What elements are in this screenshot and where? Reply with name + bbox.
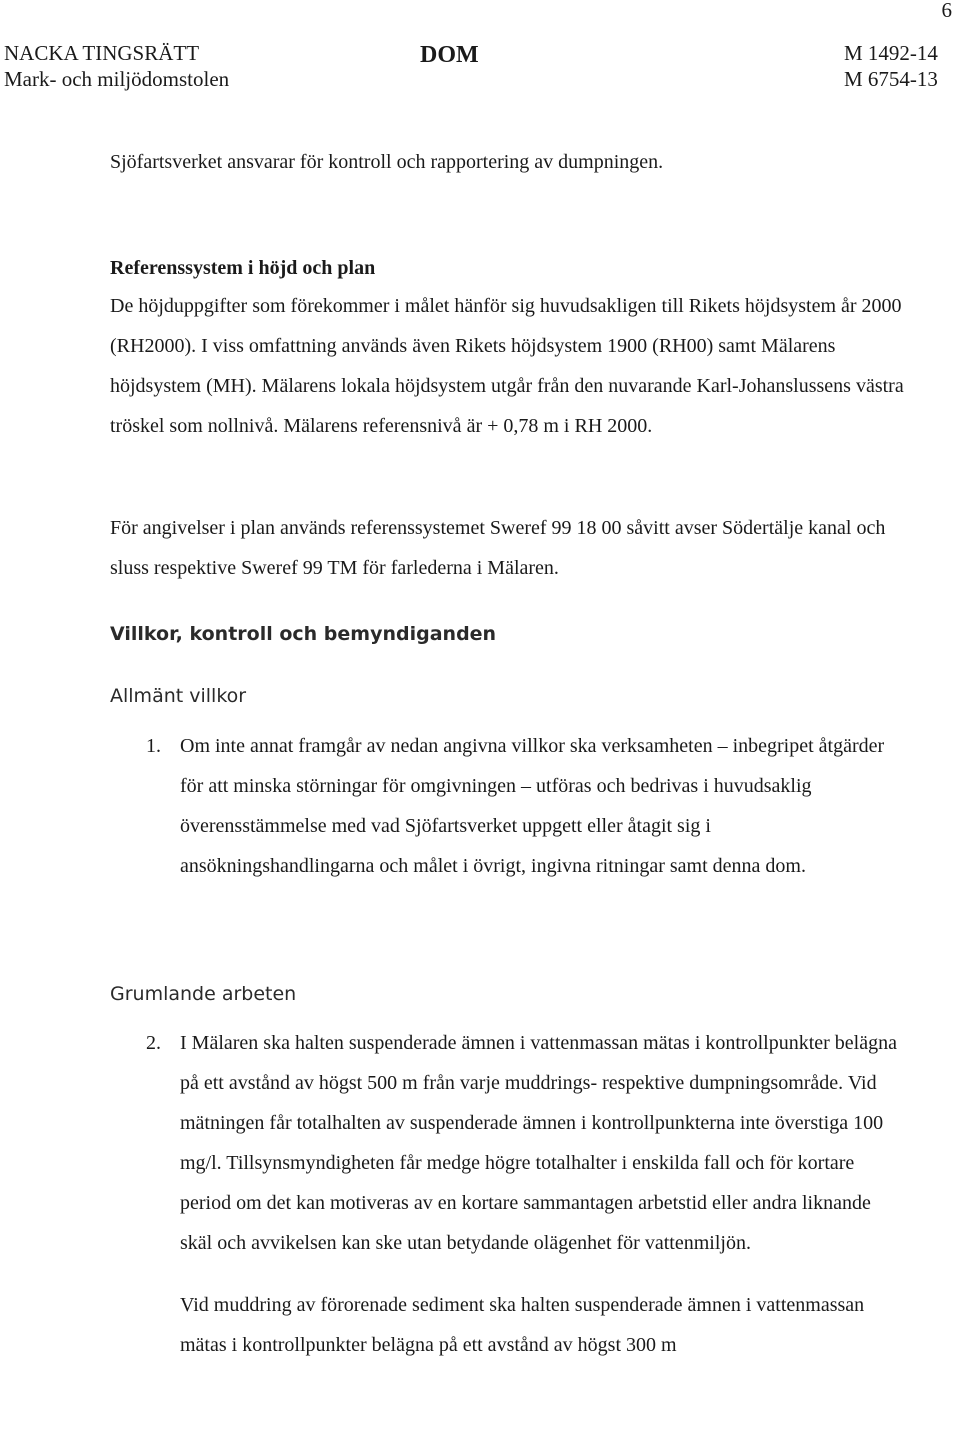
condition-item-2-text: I Mälaren ska halten suspenderade ämnen i vattenmassan mätas i kontrollpunkter belägna på ett avstånd av högst 500 m från varje muddrings- respektive dumpningsområde. Vid mätningen får totalhalten av suspenderade ämnen i kontrollpunkterna inte överstiga 100 mg/l. Tillsynsmyndigheten får medge högre totalhalter i enskilda fall och för kortare period om det kan motiveras av en kortare sammantagen arbetstid eller andra liknande skäl och avvikelsen kan ske utan betydande olägenhet för vattenmiljön. xyxy=(180,1032,897,1254)
condition-item-2 xyxy=(110,1023,910,1365)
condition-item-1-text: Om inte annat framgår av nedan angivna villkor ska verksamheten – inbegripet åtgärder för att minska störningar för omgivningen – utföras och bedrivas i huvudsaklig överensstämmelse med vad Sjöfartsverket uppgett eller åtagit sig i ansökningshandlingarna och målet i övrigt, ingivna ritningar samt denna dom. xyxy=(180,735,885,877)
condition-item-1-number: 1. xyxy=(146,735,161,757)
reference-paragraph-1: De höjduppgifter som förekommer i målet hänför sig huvudsakligen till Rikets höjdsystem år 2000 (RH2000). I viss omfattning används även Rikets höjdsystem 1900 (RH00) samt Mälarens höjdsystem (MH). Mälarens lokala höjdsystem utgår från den nuvarande Karl-Johanslussens västra tröskel som nollnivå. Mälarens referensnivå är + 0,78 m i RH 2000. xyxy=(110,295,904,437)
conditions-heading: Villkor, kontroll och bemyndiganden xyxy=(110,623,497,645)
condition-item-2-number: 2. xyxy=(146,1032,161,1054)
case-numbers xyxy=(844,40,938,92)
header-court-block xyxy=(4,40,229,92)
condition-item-2-body xyxy=(180,1023,900,1365)
intro-paragraph: Sjöfartsverket ansvarar för kontroll och rapportering av dumpningen. xyxy=(110,151,664,173)
court-division: Mark- och miljödomstolen xyxy=(4,67,230,91)
case-number-2: M 6754-13 xyxy=(844,67,938,91)
dredging-heading: Grumlande arbeten xyxy=(110,983,297,1005)
court-name: NACKA TINGSRÄTT xyxy=(4,41,200,65)
reference-paragraph-2: För angivelser i plan används referenssystemet Sweref 99 18 00 såvitt avser Södertälje kanal och sluss respektive Sweref 99 TM för farlederna i Mälaren. xyxy=(110,517,886,579)
page-header xyxy=(0,40,960,100)
general-conditions-heading: Allmänt villkor xyxy=(110,685,247,707)
condition-item-2-text-continued: Vid muddring av förorenade sediment ska halten suspenderade ämnen i vattenmassan mätas i kontrollpunkter belägna på ett avstånd av högst 300 m xyxy=(180,1294,865,1356)
condition-item-1 xyxy=(110,726,910,886)
case-number-1: M 1492-14 xyxy=(844,41,938,65)
reference-heading: Referenssystem i höjd och plan xyxy=(110,257,376,279)
page-number: 6 xyxy=(941,0,952,22)
document-type: DOM xyxy=(420,42,479,68)
